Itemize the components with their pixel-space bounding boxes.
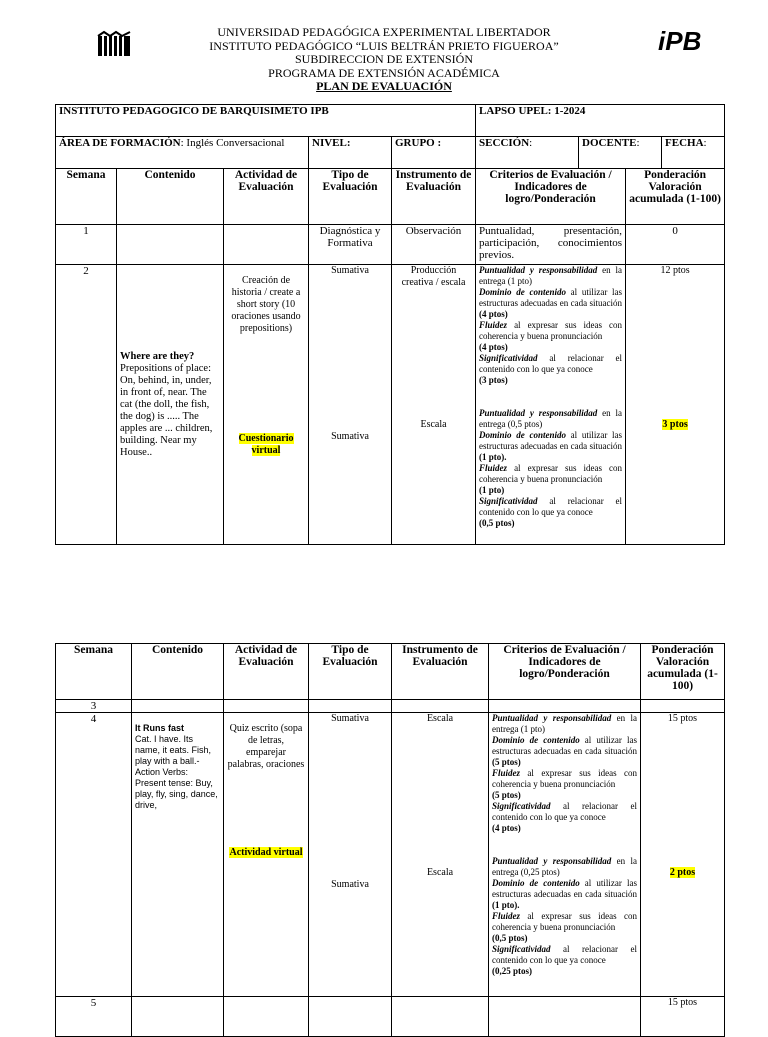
header-institute: INSTITUTO PEDAGÓGICO “LUIS BELTRÁN PRIETO FIGUEROA” bbox=[209, 38, 559, 53]
criterion-points: (1 pto). bbox=[479, 452, 507, 462]
criterion-points: (3 ptos) bbox=[479, 375, 508, 385]
tipo-cell bbox=[309, 700, 392, 713]
instrumento-1: Producción creativa / escala bbox=[401, 265, 466, 288]
col-instrumento: Instrumento de Evaluación bbox=[392, 644, 489, 700]
col-contenido: Contenido bbox=[117, 169, 224, 225]
seccion-colon: : bbox=[529, 137, 533, 149]
criterion-dominio: Dominio de contenido bbox=[492, 735, 580, 745]
criterion-points: (1 pto) bbox=[507, 276, 533, 286]
table-row bbox=[56, 997, 725, 1037]
area-value: : Inglés Conversacional bbox=[180, 137, 285, 149]
docente-colon: : bbox=[636, 137, 640, 149]
actividad-virtual-badge: Cuestionario virtual bbox=[238, 433, 294, 456]
criterion-text: al relacionar el contenido con lo que ya conoce bbox=[479, 353, 623, 374]
criterios-cell bbox=[476, 265, 626, 545]
col-semana: Semana bbox=[56, 169, 117, 225]
criterion-points: (1 pto). bbox=[492, 900, 520, 910]
ponderacion-cell: 15 ptos bbox=[641, 997, 725, 1037]
criterion-puntualidad: Puntualidad y responsabilidad bbox=[492, 856, 612, 866]
criterion-fluidez: Fluidez bbox=[492, 768, 521, 778]
criterion-dominio: Dominio de contenido bbox=[479, 287, 566, 297]
grupo-field: GRUPO : bbox=[392, 137, 476, 169]
contenido-cell bbox=[132, 713, 224, 997]
col-semana: Semana bbox=[56, 644, 132, 700]
contenido-title: Where are they? bbox=[120, 350, 195, 362]
tipo-sumativa-2: Sumativa bbox=[331, 879, 369, 890]
criteria-block-1 bbox=[479, 265, 622, 386]
instrumento-2: Escala bbox=[420, 419, 447, 430]
criterion-dominio: Dominio de contenido bbox=[479, 430, 566, 440]
evaluation-table-1 bbox=[55, 104, 725, 545]
criterios-cell bbox=[489, 713, 641, 997]
ponderacion-2-badge: 3 ptos bbox=[662, 419, 688, 430]
criterion-points: (4 ptos) bbox=[492, 823, 521, 833]
contenido-body: Cat. I have. Its name, it eats. Fish, play with a ball.- Action Verbs: Present tense: Buy, play, fly, sing, dance, drive, bbox=[135, 734, 218, 810]
institute-name: INSTITUTO PEDAGOGICO DE BARQUISIMETO IPB bbox=[56, 105, 476, 137]
criterion-text: al expresar sus ideas con coherencia y buena pronunciación bbox=[479, 463, 623, 484]
area-label: ÁREA DE FORMACIÓN bbox=[59, 137, 181, 149]
ponderacion-2-badge: 2 ptos bbox=[669, 867, 696, 878]
fecha-colon: : bbox=[703, 137, 707, 149]
actividad-cell bbox=[224, 997, 309, 1037]
criterion-points: (0,5 ptos) bbox=[492, 933, 528, 943]
actividad-text: Quiz escrito (sopa de letras, emparejar palabras, oraciones bbox=[227, 723, 305, 770]
ponderacion-1: 15 ptos bbox=[667, 713, 698, 724]
docente-label: DOCENTE bbox=[582, 137, 637, 149]
criterion-puntualidad: Puntualidad y responsabilidad bbox=[492, 713, 612, 723]
criteria-block-2 bbox=[479, 408, 622, 529]
col-ponderacion: Ponderación Valoración acumulada (1-100) bbox=[626, 169, 725, 225]
criterion-points: (1 pto) bbox=[520, 724, 545, 734]
tipo-cell: Diagnóstica y Formativa bbox=[309, 225, 392, 265]
criterios-cell bbox=[489, 700, 641, 713]
tipo-cell bbox=[309, 713, 392, 997]
criterion-text: al expresar sus ideas con coherencia y buena pronunciación bbox=[492, 911, 637, 932]
contenido-cell bbox=[117, 265, 224, 545]
institute-row bbox=[56, 105, 725, 137]
col-ponderacion: Ponderación Valoración acumulada (1-100) bbox=[641, 644, 725, 700]
header-program: PROGRAMA DE EXTENSIÓN ACADÉMICA bbox=[268, 65, 500, 80]
contenido-title: It Runs fast bbox=[135, 723, 185, 733]
criteria-block-2 bbox=[492, 856, 637, 977]
instrumento-cell bbox=[392, 713, 489, 997]
criterion-puntualidad: Puntualidad y responsabilidad bbox=[479, 408, 598, 418]
page-title: PLAN DE EVALUACIÓN bbox=[316, 79, 452, 93]
actividad-cell bbox=[224, 713, 309, 997]
criterion-fluidez: Fluidez bbox=[492, 911, 521, 921]
ponderacion-cell: 0 bbox=[626, 225, 725, 265]
contenido-cell bbox=[132, 700, 224, 713]
semana-cell: 4 bbox=[56, 713, 132, 997]
criterion-points: (5 ptos) bbox=[492, 757, 521, 767]
criterion-points: (0,5 ptos) bbox=[479, 518, 515, 528]
criterion-text: al utilizar las estructuras adecuadas en cada situación bbox=[479, 287, 623, 308]
contenido-cell bbox=[132, 997, 224, 1037]
col-contenido: Contenido bbox=[132, 644, 224, 700]
criterion-text: al relacionar el contenido con lo que ya conoce bbox=[492, 801, 637, 822]
ipb-logo-text: iPB bbox=[658, 26, 702, 56]
criterion-points: (1 pto) bbox=[479, 485, 505, 495]
col-tipo: Tipo de Evaluación bbox=[309, 644, 392, 700]
criterion-text: al expresar sus ideas con coherencia y buena pronunciación bbox=[479, 320, 623, 341]
nivel-field: NIVEL: bbox=[309, 137, 392, 169]
ponderacion-cell bbox=[641, 700, 725, 713]
table-row bbox=[56, 265, 725, 545]
fecha-field bbox=[662, 137, 725, 169]
instrumento-2: Escala bbox=[426, 867, 454, 878]
instrumento-cell bbox=[392, 997, 489, 1037]
criteria-block-1 bbox=[492, 713, 637, 834]
header-university: UNIVERSIDAD PEDAGÓGICA EXPERIMENTAL LIBERTADOR bbox=[217, 25, 551, 39]
tipo-sumativa-1: Sumativa bbox=[331, 713, 369, 724]
instrumento-cell bbox=[392, 265, 476, 545]
evaluation-table-2 bbox=[55, 643, 725, 1037]
criterion-points: (0,5 ptos) bbox=[507, 419, 543, 429]
fecha-label: FECHA bbox=[665, 137, 704, 149]
col-actividad: Actividad de Evaluación bbox=[224, 644, 309, 700]
tipo-cell bbox=[309, 265, 392, 545]
seccion-label: SECCIÓN bbox=[479, 137, 530, 149]
ponderacion-cell bbox=[626, 265, 725, 545]
area-formacion bbox=[56, 137, 309, 169]
criterios-cell: Puntualidad, presentación, participación, conocimientos previos. bbox=[476, 225, 626, 265]
col-criterios: Criterios de Evaluación / Indicadores de logro/Ponderación bbox=[476, 169, 626, 225]
criterion-text: en la entrega bbox=[479, 408, 623, 429]
document-header bbox=[0, 26, 768, 94]
instrumento-1: Escala bbox=[426, 713, 454, 724]
actividad-cell bbox=[224, 700, 309, 713]
semana-cell: 3 bbox=[56, 700, 132, 713]
criterion-fluidez: Fluidez bbox=[479, 463, 508, 473]
col-criterios: Criterios de Evaluación / Indicadores de logro/Ponderación bbox=[489, 644, 641, 700]
criterion-text: al utilizar las estructuras adecuadas en cada situación bbox=[492, 878, 637, 899]
ponderacion-1: 12 ptos bbox=[660, 265, 690, 276]
actividad-cell bbox=[224, 225, 309, 265]
table-row bbox=[56, 225, 725, 265]
actividad-virtual-badge: Actividad virtual bbox=[229, 847, 303, 858]
tipo-sumativa-2: Sumativa bbox=[331, 431, 369, 442]
lapso-upel: LAPSO UPEL: 1-2024 bbox=[476, 105, 725, 137]
column-header-row bbox=[56, 169, 725, 225]
actividad-text: Creación de historia / create a short story (10 oraciones usando prepositions) bbox=[231, 275, 301, 334]
column-header-row bbox=[56, 644, 725, 700]
criterion-puntualidad: Puntualidad y responsabilidad bbox=[479, 265, 598, 275]
criterion-text: al relacionar el contenido con lo que ya conoce bbox=[479, 496, 623, 517]
info-row bbox=[56, 137, 725, 169]
semana-cell: 1 bbox=[56, 225, 117, 265]
criterion-text: al expresar sus ideas con coherencia y buena pronunciación bbox=[492, 768, 637, 789]
criterion-text: en la entrega bbox=[492, 713, 637, 734]
tipo-sumativa-1: Sumativa bbox=[331, 265, 369, 276]
contenido-body: Prepositions of place: On, behind, in, under, in front of, near. The cat (the doll, the fish, the dog) is ..... The apples are ... children, building. Near my House.. bbox=[120, 362, 213, 458]
table-row bbox=[56, 700, 725, 713]
seccion-field bbox=[476, 137, 579, 169]
criterion-text: al relacionar el contenido con lo que ya conoce bbox=[492, 944, 637, 965]
ponderacion-cell bbox=[641, 713, 725, 997]
criterios-cell bbox=[489, 997, 641, 1037]
criterion-fluidez: Fluidez bbox=[479, 320, 508, 330]
instrumento-cell: Observación bbox=[392, 225, 476, 265]
actividad-cell bbox=[224, 265, 309, 545]
header-subdirection: SUBDIRECCION DE EXTENSIÓN bbox=[295, 52, 473, 66]
col-tipo: Tipo de Evaluación bbox=[309, 169, 392, 225]
semana-cell: 2 bbox=[56, 265, 117, 545]
criterion-text: al utilizar las estructuras adecuadas en cada situación bbox=[479, 430, 623, 451]
table-row bbox=[56, 713, 725, 997]
criterion-dominio: Dominio de contenido bbox=[492, 878, 580, 888]
criterion-text: en la entrega bbox=[492, 856, 637, 877]
criterion-points: (4 ptos) bbox=[479, 309, 508, 319]
docente-field bbox=[579, 137, 662, 169]
criterion-significatividad: Significatividad bbox=[492, 801, 551, 811]
semana-cell: 5 bbox=[56, 997, 132, 1037]
criterion-points: (5 ptos) bbox=[492, 790, 521, 800]
col-instrumento: Instrumento de Evaluación bbox=[392, 169, 476, 225]
criterion-points: (4 ptos) bbox=[479, 342, 508, 352]
criterion-text: al utilizar las estructuras adecuadas en cada situación bbox=[492, 735, 637, 756]
criterion-points: (0,25 ptos) bbox=[520, 867, 560, 877]
contenido-cell bbox=[117, 225, 224, 265]
criterion-significatividad: Significatividad bbox=[492, 944, 551, 954]
tipo-cell bbox=[309, 997, 392, 1037]
col-actividad: Actividad de Evaluación bbox=[224, 169, 309, 225]
criterion-significatividad: Significatividad bbox=[479, 496, 538, 506]
instrumento-cell bbox=[392, 700, 489, 713]
criterion-text: en la entrega bbox=[479, 265, 623, 286]
criterion-points: (0,25 ptos) bbox=[492, 966, 532, 976]
criterion-significatividad: Significatividad bbox=[479, 353, 538, 363]
